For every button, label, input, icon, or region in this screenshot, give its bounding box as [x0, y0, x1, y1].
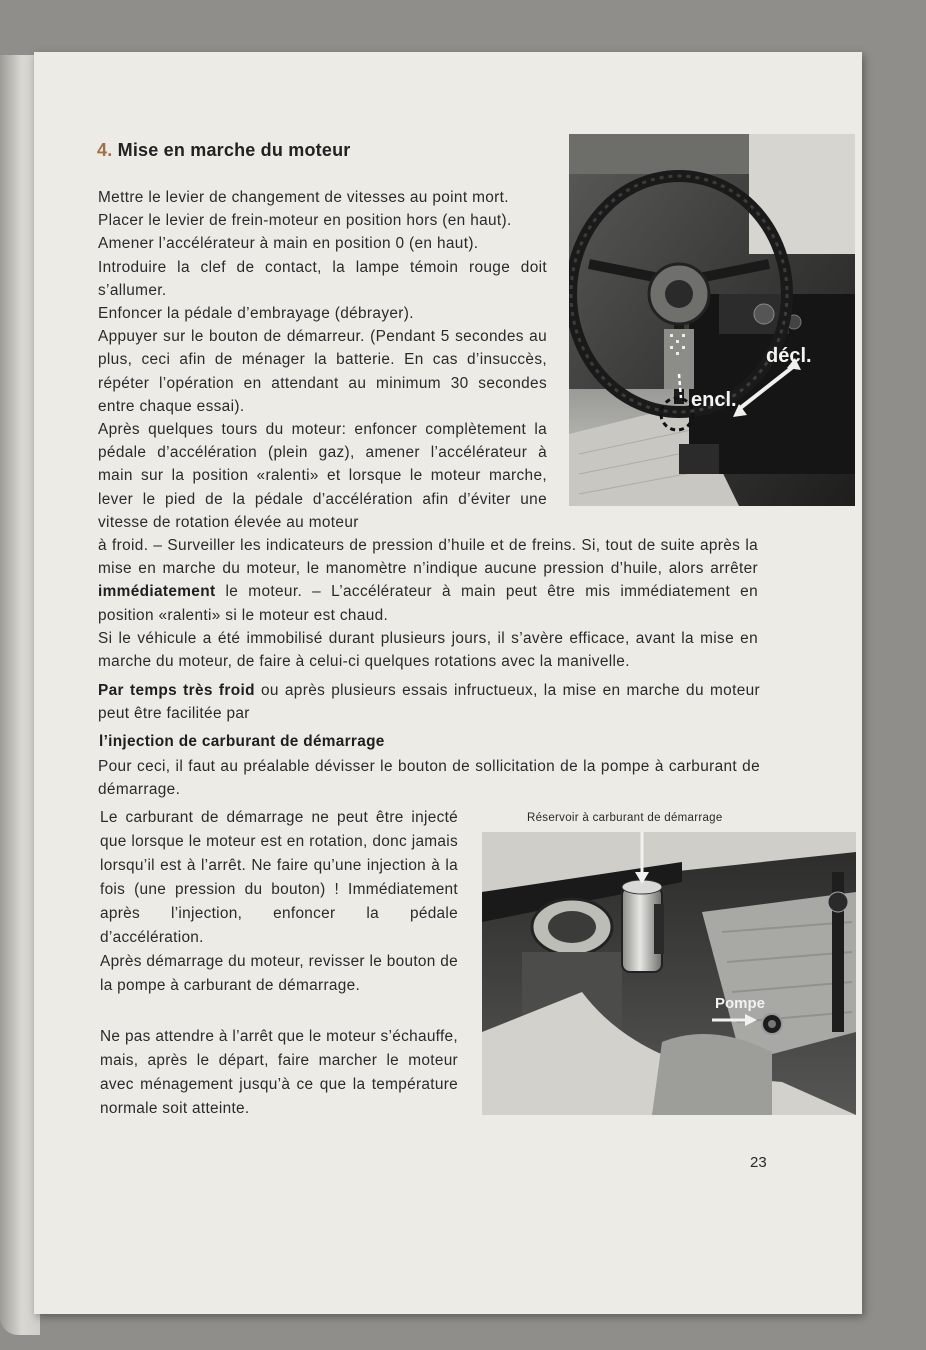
- injection-paragraph-3: Ne pas attendre à l’arrêt que le moteur s’échauffe, mais, après le départ, faire marcher le moteur avec ménagement jusqu’à ce que la température normale soit atteinte.: [100, 1028, 458, 1117]
- engine-photo-image: [482, 832, 856, 1115]
- instruction-line: Amener l’accélérateur à main en position 0 (en haut).: [98, 235, 479, 253]
- injection-intro: Pour ceci, il faut au préalable dévisser le bouton de sollicitation de la pompe à carburant de démarrage.: [98, 758, 760, 799]
- instruction-line: Enfoncer la pédale d’embrayage (débrayer).: [98, 305, 414, 323]
- continuation-text: à froid. – Surveiller les indicateurs de pression d’huile et de freins. Si, tout de suite après la mise en marche du moteur, le manomètre n’indique aucune pression d’huile, alors arrêter: [98, 537, 758, 578]
- page-number: 23: [750, 1154, 767, 1171]
- section-title: Mise en marche du moteur: [117, 140, 351, 160]
- instruction-line: Placer le levier de frein-moteur en position hors (en haut).: [98, 212, 512, 230]
- cold-weather-bold: Par temps très froid: [98, 682, 255, 699]
- injection-paragraph-2: Après démarrage du moteur, revisser le bouton de la pompe à carburant de démarrage.: [100, 953, 458, 994]
- engine-photo: [482, 832, 856, 1115]
- section-number: 4.: [97, 140, 113, 160]
- decl-label: décl.: [766, 345, 812, 367]
- wide-continuation: [98, 534, 758, 627]
- photo-caption: Réservoir à carburant de démarrage: [527, 812, 723, 824]
- instruction-line: Mettre le levier de changement de vitesses au point mort.: [98, 189, 509, 206]
- injection-heading: l’injection de carburant de démarrage: [99, 733, 385, 750]
- cold-weather-paragraph: [98, 679, 760, 725]
- instruction-line: Introduire la clef de contact, la lampe témoin rouge doit s’allumer.: [98, 258, 547, 299]
- immobilized-paragraph: Si le véhicule a été immobilisé durant plusieurs jours, il s’avère efficace, avant la mise en marche du moteur, de faire à celui-ci quelques rotations avec la manivelle.: [98, 629, 758, 671]
- dashboard-photo-image: [569, 134, 855, 506]
- continuation-text-after: le moteur. – L’accélérateur à main peut être mis immédiatement en position «ralenti» si le moteur est chaud.: [98, 583, 758, 624]
- encl-label: encl.: [691, 389, 737, 411]
- instruction-line: Appuyer sur le bouton de démarreur. (Pendant 5 secondes au plus, ceci afin de ménager la batterie. En cas d’insuccès, répéter l’opération en attendant au minimum 30 secondes entre chaque essai).: [98, 328, 547, 415]
- pompe-label: Pompe: [715, 995, 766, 1012]
- emphasis-word: immédiatement: [98, 583, 216, 601]
- narrow-column: [98, 186, 547, 534]
- cold-weather-text: ou après plusieurs essais infructueux, la mise en marche du moteur peut être facilitée par: [98, 682, 760, 723]
- section-heading: [97, 140, 350, 161]
- dashboard-photo: [569, 134, 855, 506]
- injection-paragraph-1: Le carburant de démarrage ne peut être injecté que lorsque le moteur est en rotation, donc jamais lorsqu’il est à l’arrêt. Ne faire qu’une injection à la fois (une pression du bouton) ! Immédiatement après l’injection, enfoncer la pédale d’accélération.: [100, 809, 458, 946]
- instruction-line: Après quelques tours du moteur: enfoncer complètement la pédale d’accélération (plein gaz), amener l’accélérateur à main sur la position «ralenti» et lorsque le moteur marche, lever le pied de la pédale d’accélération afin d’éviter une vitesse de rotation élevée au moteur: [98, 421, 547, 531]
